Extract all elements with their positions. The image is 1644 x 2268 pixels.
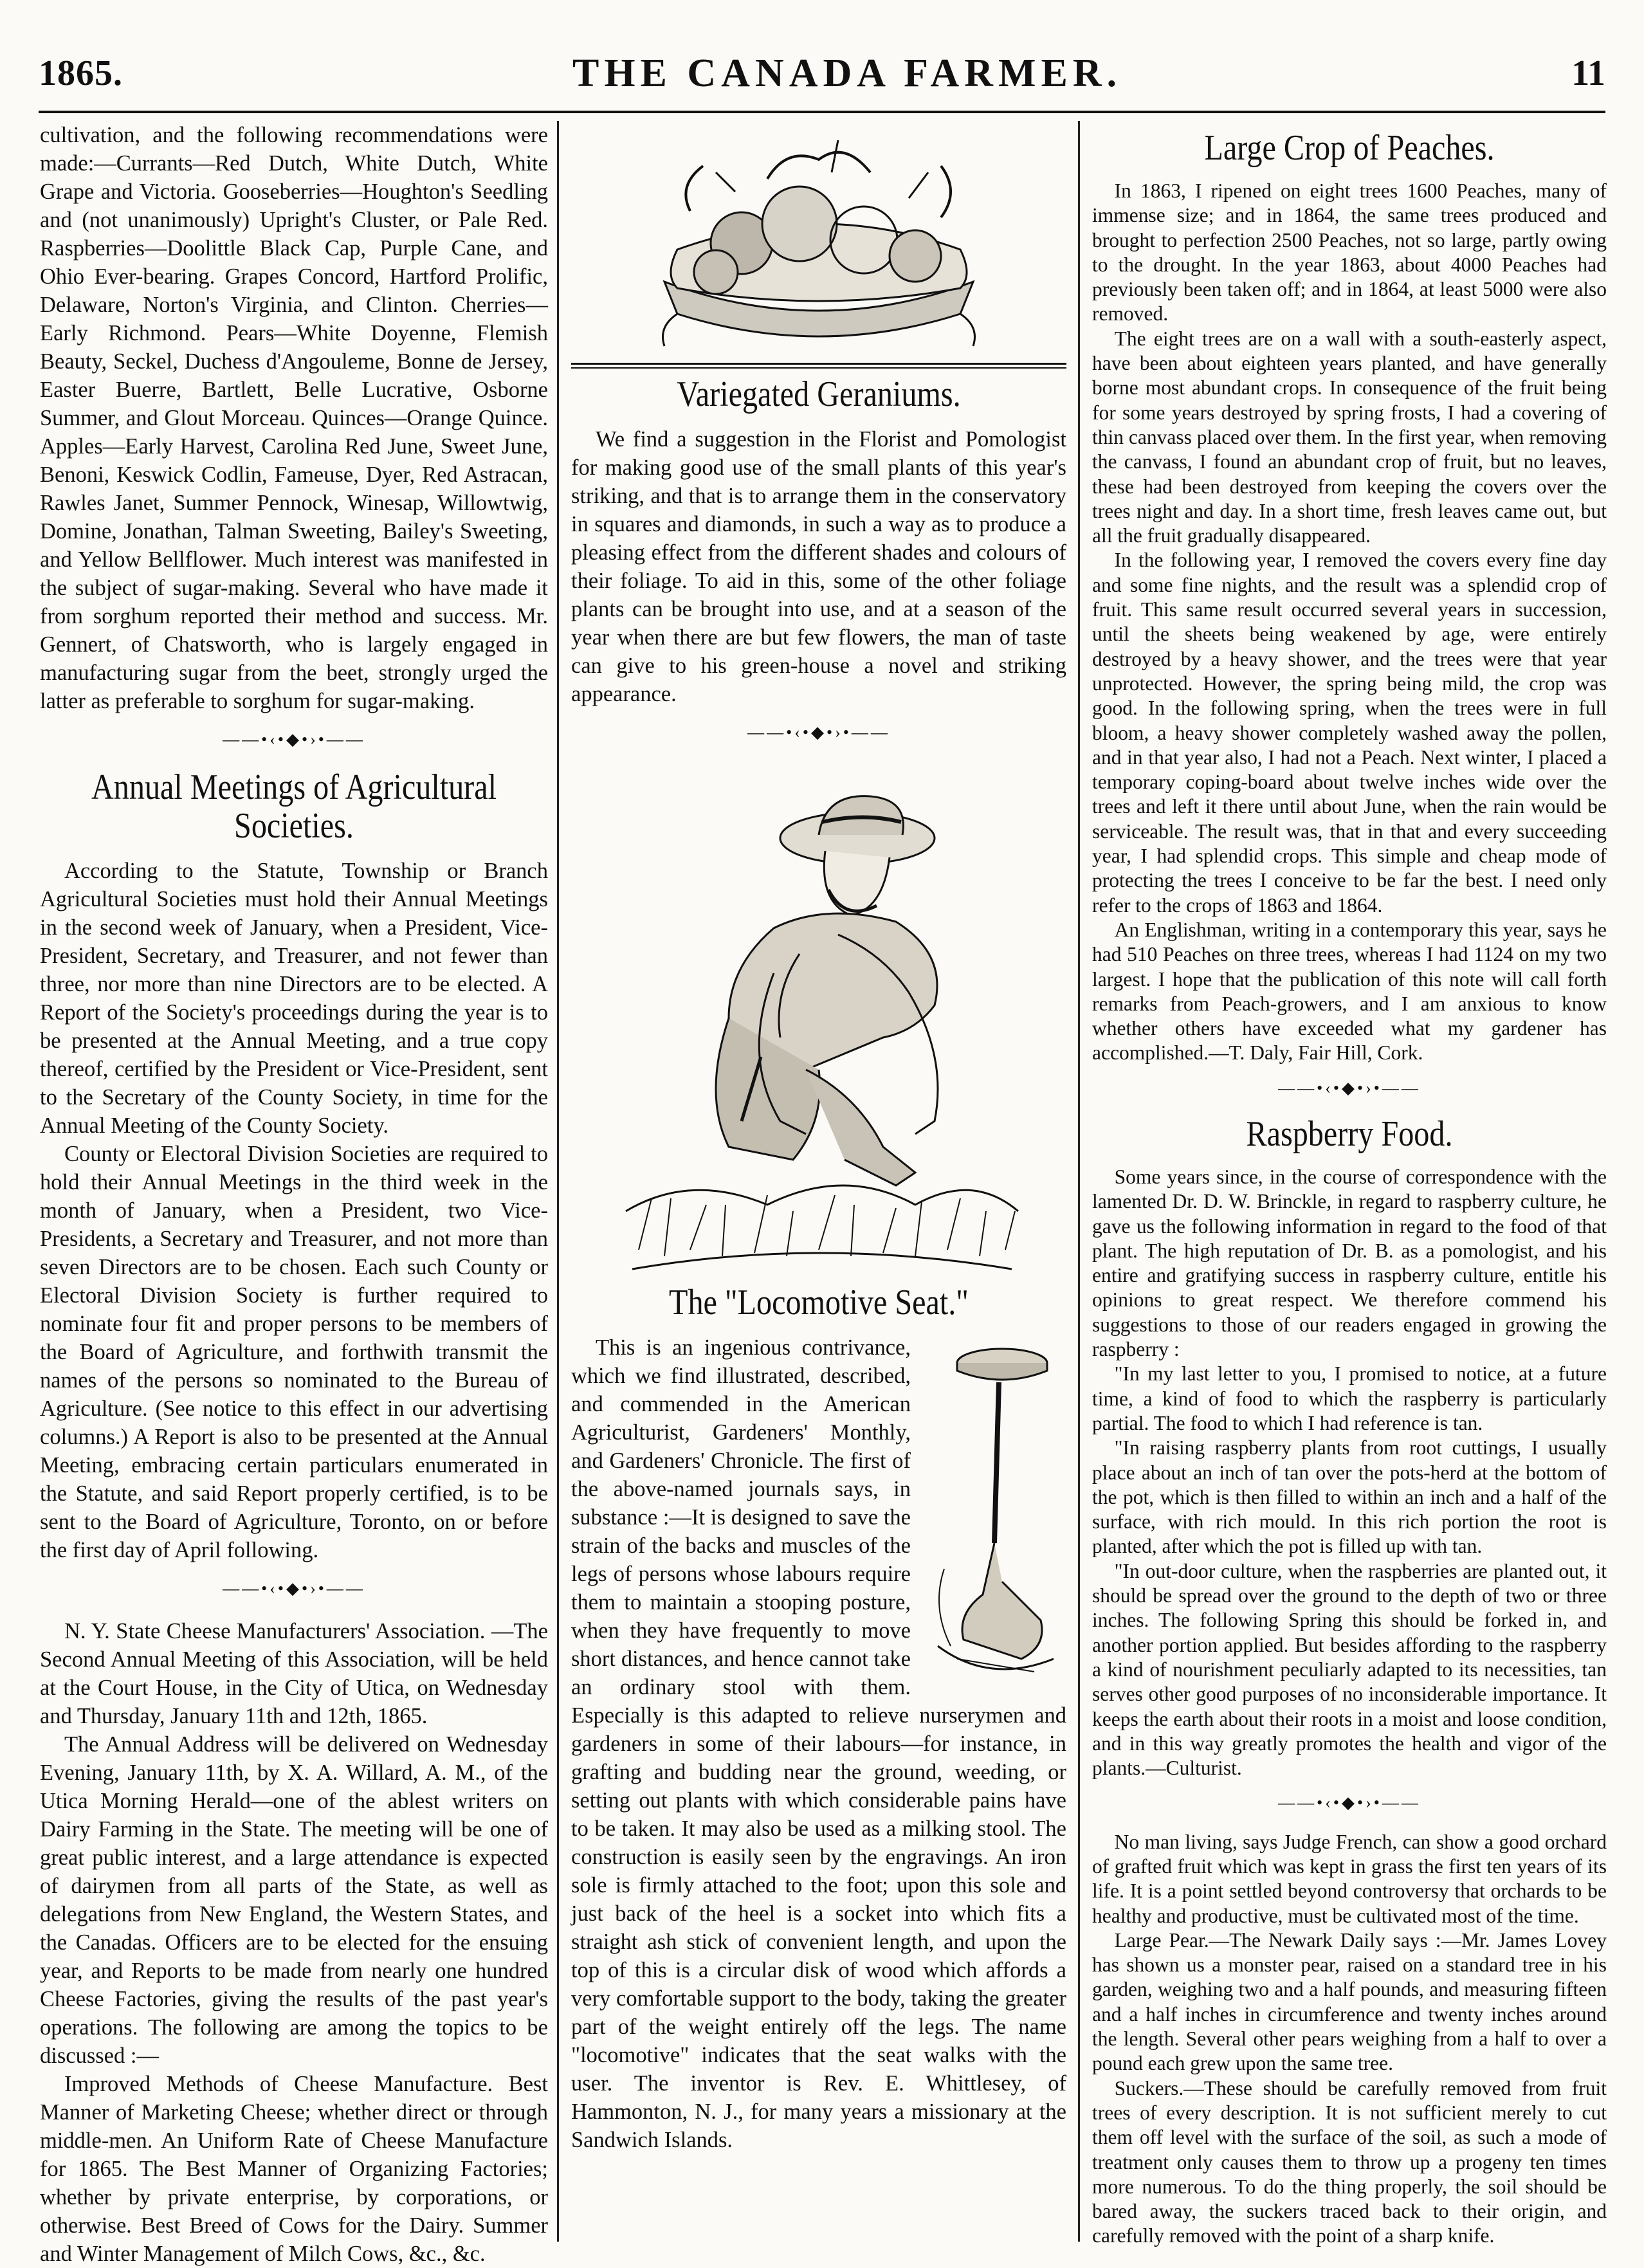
column-1 bbox=[40, 121, 548, 2266]
article-paragraph: Large Pear.—The Newark Daily says :—Mr. James Lovey has shown us a monster pear, raised on a standard tree in his garden, weighing two and a half pounds, and measuring fifteen and a half inches in circumference and twenty inches around the length. Several other pears weighing from a half to over a pound each grew upon the same tree. bbox=[1092, 1928, 1607, 2075]
article-paragraph: County or Electoral Division Societies are required to hold their Annual Meetings in the third week in the month of January, when a President, two Vice-Presidents, a Secretary and Treasurer, and not more than seven Directors are to be chosen. Each such County or Electoral Division Society is further required to nominate four fit and proper persons to be members of the Board of Agriculture, and forthwith transmit the names of the persons so nominated to the Bureau of Agriculture. (See notice to this effect in our advertising columns.) A Report is also to be presented at the Annual Meeting, embracing certain particulars enumerated in the Statute, and said Report properly certified, is to be sent to the Board of Agriculture, Toronto, on or before the first day of April following. bbox=[40, 1142, 548, 1562]
article-paragraph: "In raising raspberry plants from root cuttings, I usually place about an inch of tan over the pots-herd at the bottom of the pot, which is then filled to within an inch and a half of the surface, with rich mould. In this rich portion the root is planted, after which the pot is filled up with tan. bbox=[1092, 1436, 1607, 1558]
locomotive-seat-illustration bbox=[918, 1337, 1066, 1697]
article-paragraph: Improved Methods of Cheese Manufacture. Best Manner of Marketing Cheese; whether direct or through middle-men. An Uniform Rate of Cheese Manufacture for 1865. The Best Manner of Organizing Factories; whether by private enterprise, by corporations, or otherwise. Best Breed of Cows for the Dairy. Summer and Winter Management of Milch Cows, &c., &c. bbox=[40, 2072, 548, 2266]
article-paragraph: No man living, says Judge French, can show a good orchard of grafted fruit which was kept in grass the first ten years of its life. It is a point settled beyond controversy that orchards to be healthy and productive, must be cultivated most of the time. bbox=[1092, 1830, 1607, 1927]
page-number: 11 bbox=[1571, 53, 1605, 93]
article-paragraph: In the following year, I removed the covers every fine day and some fine nights, and the result was a splendid crop of fruit. This same result occurred several years in succession, until the sheets being weakened by age, were entirely destroyed by a heavy shower, and the trees were that year unprotected. However, the spring being mild, the crop was good. In the following spring, when the trees were in full bloom, a heavy shower completely washed away the pollen, and in that year also, I had not a Peach. Next winter, I placed a temporary coping-board about twelve inches wide over the trees and left it there until about June, when the rain would be serviceable. The result was, that in that and every succeeding year, I had splendid crops. This simple and cheap mode of protecting the trees I conceive to be far the best. I need only refer to the crops of 1863 and 1864. bbox=[1092, 549, 1607, 917]
column-divider bbox=[557, 121, 559, 2242]
article-paragraph: An Englishman, writing in a contemporary this year, says he had 510 Peaches on three trees, whereas I had 1124 on my two largest. I hope that the publication of this note will call forth remarks from Peach-growers, and I am anxious to know whether others have exceeded what my gardener has accomplished.—T. Daly, Fair Hill, Cork. bbox=[1092, 918, 1607, 1065]
article-paragraph: "In my last letter to you, I promised to notice, at a future time, a kind of food to which the raspberry is particularly partial. The food to which I had reference is tan. bbox=[1092, 1362, 1607, 1434]
section-ornament: ——•‹•◆•›•—— bbox=[1278, 1793, 1421, 1813]
article-heading: Large Crop of Peaches. bbox=[1204, 128, 1495, 168]
locomotive-seat-engraving bbox=[918, 1337, 1066, 1697]
column-divider bbox=[1078, 121, 1080, 2242]
issue-year: 1865. bbox=[39, 53, 123, 93]
column-3 bbox=[1092, 121, 1607, 2247]
article-paragraph: This is an ingenious contrivance, which we find illustrated, described, and commended in the American Agriculturist, Gardeners' Monthly, and Gardeners' Chronicle. The first of the above-named journals says, in substance :—It is designed to save the strain of the backs and muscles of the legs of persons whose labours require them to maintain a stooping posture, when they have frequently to move short distances, and hence cannot take an ordinary stool with them. Especially is this adapted to relieve nurserymen and gardeners in some of their labours—for instance, in grafting and budding near the ground, weeding, or setting out plants with which considerable pains have to be taken. It may also be used as a milking stool. The construction is easily seen by the engravings. An iron sole is firmly attached to the foot; upon this sole and just back of the heel is a socket into which fits a straight ash stick of convenient length, and upon the top of this is a circular disk of wood which affords a very comfortable support to the body, taking the greater part of the weight entirely off the legs. The name "locomotive" indicates that the seat walks with the user. The inventor is Rev. E. Whittlesey, of Hammonton, N. J., for many years a missionary at the Sandwich Islands. bbox=[571, 1335, 1066, 2152]
newspaper-title: THE CANADA FARMER. bbox=[572, 51, 1122, 95]
article-paragraph: According to the Statute, Township or Branch Agricultural Societies must hold their Annual Meetings in the second week of January, when a President, Vice-President, Secretary, and Treasurer, and not fewer than three, nor more than nine Directors are to be elected. A Report of the Society's proceedings during the year is to be presented at the Annual Meeting, and a true copy thereof, certified by the President or Vice-President, sent to the Secretary of the County Society, in time for the Annual Meeting of the County Society. bbox=[40, 859, 548, 1138]
article-paragraph: In 1863, I ripened on eight trees 1600 Peaches, many of immense size; and in 1864, the same trees produced and brought to perfection 2500 Peaches, not so large, partly owing to the drought. In the year 1863, about 4000 Peaches had previously been taken off; and in 1864, at least 5000 were also removed. bbox=[1092, 179, 1607, 325]
article-heading: Variegated Geraniums. bbox=[677, 374, 961, 414]
section-ornament: ——•‹•◆•›•—— bbox=[1278, 1078, 1421, 1097]
banner-rule bbox=[571, 367, 1066, 369]
masthead-rule bbox=[39, 111, 1605, 113]
fruit-basket-engraving bbox=[639, 121, 999, 359]
article-paragraph: The eight trees are on a wall with a south-easterly aspect, have been about eighteen years planted, and have generally borne most abundant crops. In consequence of the fruit being for some years destroyed by spring frosts, I had a covering of thin canvass placed over them. In the first year, when removing the canvass, I found an abundant crop of fruit, but no leaves, these had been destroyed from keeping the covers over the trees night and day. In a short time, fresh leaves came out, but all the fruit gradually disappeared. bbox=[1092, 327, 1607, 547]
section-ornament: ——•‹•◆•›•—— bbox=[747, 723, 890, 742]
banner-rule bbox=[571, 363, 1066, 365]
article-heading: The "Locomotive Seat." bbox=[669, 1283, 969, 1322]
article-paragraph: Some years since, in the course of correspondence with the lamented Dr. D. W. Brinckle, in regard to raspberry culture, he gave us the following information in regard to the food of that plant. The high reputation of Dr. B. as a pomologist, and his entire and gratifying success in raspberry culture, entitle his opinions to great respect. We therefore commend his suggestions to those of our readers engaged in growing the raspberry : bbox=[1092, 1165, 1607, 1361]
article-heading: Raspberry Food. bbox=[1246, 1113, 1453, 1154]
article-heading: Annual Meetings of Agricultural Societies. bbox=[91, 767, 497, 846]
article-paragraph: "In out-door culture, when the raspberries are planted out, it should be spread over the ground to the depth of two or three inches. The following Spring this should be forked in, and another portion applied. But besides affording to the raspberry a kind of nourishment peculiarly adapted to its necessities, tan serves other good purposes of no inconsiderable importance. It keeps the earth about their roots in a moist and loose condition, and in this way greatly promotes the health and vigor of the plants.—Culturist. bbox=[1092, 1559, 1607, 1780]
article-paragraph: Suckers.—These should be carefully removed from fruit trees of every description. It is not sufficient merely to cut them off level with the surface of the soil, as such a mode of treatment only causes them to throw up a progeny ten times more numerous. To do the thing properly, the soil should be bared away, the suckers traced back to their origin, and carefully removed with the point of a sharp knife. bbox=[1092, 2076, 1607, 2247]
article-paragraph: We find a suggestion in the Florist and Pomologist for making good use of the small plants of this year's striking, and that is to arrange them in the conservatory in squares and diamonds, in such a way as to produce a pleasing effect from the different shades and colours of their foliage. To aid in this, some of the other foliage plants can be brought into use, and at a season of the year when there are but few flowers, the man of taste can give to his green-house a novel and striking appearance. bbox=[571, 427, 1066, 706]
gardener-on-seat-illustration bbox=[613, 761, 1025, 1276]
masthead bbox=[39, 44, 1605, 103]
section-ornament: ——•‹•◆•›•—— bbox=[223, 730, 365, 749]
article-paragraph: cultivation, and the following recommendations were made:—Currants—Red Dutch, White Dutch, White Grape and Victoria. Gooseberries—Houghton's Seedling and (not unanimously) Upright's Cluster, or Pale Red. Raspberries—Doolittle Black Cap, Purple Cane, and Ohio Ever-bearing. Grapes Concord, Hartford Prolific, Delaware, Norton's Virginia, and Clinton. Cherries—Early Richmond. Pears—White Doyenne, Flemish Beauty, Seckel, Duchess d'Angouleme, Bonne de Jersey, Easter Buerre, Bartlett, Belle Lucrative, Osborne Summer, and Glout Morceau. Quinces—Orange Quince. Apples—Early Harvest, Carolina Red June, Sweet June, Benoni, Keswick Codlin, Fameuse, Dyer, Red Astracan, Rawles Janet, Summer Pennock, Winesap, Willowtwig, Domine, Jonathan, Talman Sweeting, Bailey's Sweeting, and Yellow Bellflower. Much interest was manifested in the subject of sugar-making. Several who have made it from sorghum reported their method and success. Mr. Gennert, of Chatsworth, who is largely engaged in manufacturing sugar from the beet, strongly urged the latter as preferable to sorghum for sugar-making. bbox=[40, 123, 548, 713]
column-2 bbox=[571, 121, 1066, 2242]
article-paragraph: N. Y. State Cheese Manufacturers' Association. —The Second Annual Meeting of this Association, will be held at the Court House, in the City of Utica, on Wednesday and Thursday, January 11th and 12th, 1865. bbox=[40, 1619, 548, 1728]
article-paragraph: The Annual Address will be delivered on Wednesday Evening, January 11th, by X. A. Willard, A. M., of the Utica Morning Herald—one of the ablest writers on Dairy Farming in the State. The meeting will be one of great public interest, and a large attendance is expected of dairymen from all parts of the State, as well as delegations from New England, the Western States, and the Canadas. Officers are to be elected for the ensuing year, and Reports to be made from nearly one hundred Cheese Factories, giving the results of the past year's operations. The following are among the topics to be discussed :— bbox=[40, 1732, 548, 2068]
section-ornament: ——•‹•◆•›•—— bbox=[223, 1579, 365, 1598]
horticulture-banner bbox=[571, 121, 1066, 359]
gardener-engraving bbox=[571, 761, 1066, 1276]
